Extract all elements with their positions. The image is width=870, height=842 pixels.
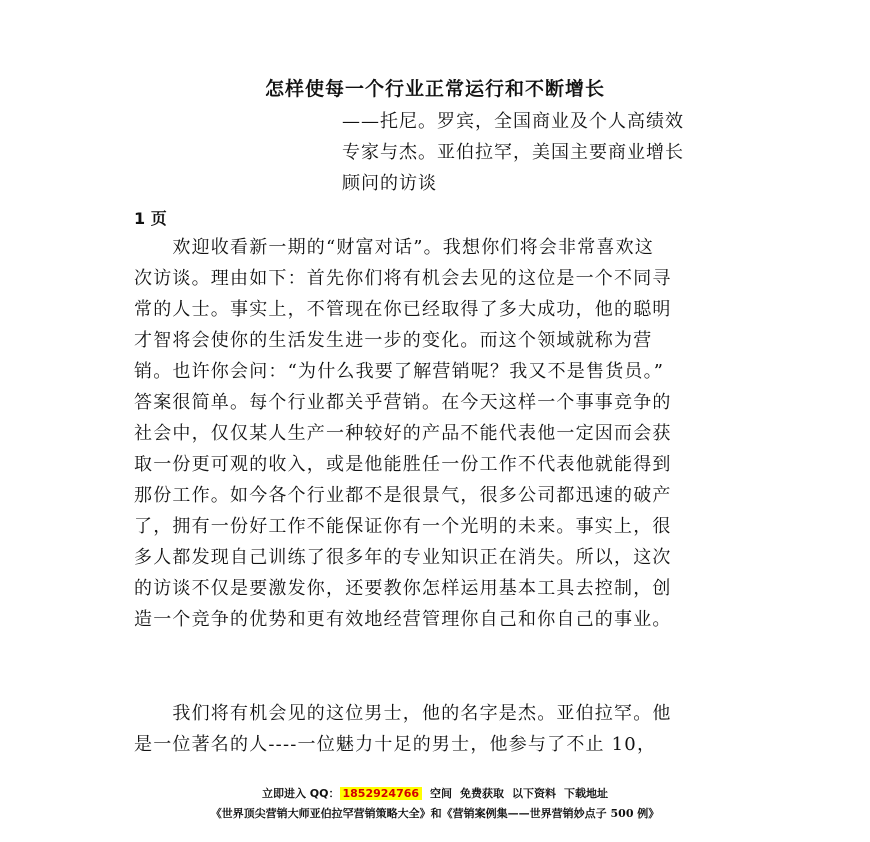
subtitle-line: 专家与杰。亚伯拉罕，美国主要商业增长	[342, 142, 684, 163]
page-number-label: 1 页	[134, 209, 167, 228]
footer-rest-label: 以下资料	[512, 787, 557, 800]
footer-books-line: 《世界顶尖营销大师亚伯拉罕营销策略大全》和《营销案例集——世界营销妙点子 500 例》	[210, 807, 660, 820]
paragraph-line: 多人都发现自己训练了很多年的专业知识正在消失。所以，这次	[134, 547, 672, 568]
paragraph-line: 是一位著名的人----一位魅力十足的男士，他参与了不止 10，	[134, 734, 657, 755]
footer-qq-line	[0, 784, 870, 804]
paragraph-line: 才智将会使你的生活发生进一步的变化。而这个领域就称为营	[134, 330, 653, 351]
paragraph-line: 我们将有机会见的这位男士，他的名字是杰。亚伯拉罕。他	[134, 703, 672, 724]
document-title: 怎样使每一个行业正常运行和不断增长	[264, 78, 605, 100]
paragraph-line: 常的人士。事实上，不管现在你已经取得了多大成功，他的聪明	[134, 299, 672, 320]
paragraph-line: 次访谈。理由如下：首先你们将有机会去见的这位是一个不同寻	[134, 268, 672, 289]
footer-free-label: 免费获取	[460, 787, 505, 800]
footer-space-label: 空间	[430, 787, 453, 800]
paragraph-line: 造一个竞争的优势和更有效地经营管理你自己和你自己的事业。	[134, 609, 672, 630]
body-paragraph	[134, 698, 754, 760]
footer-prefix: 立即进入 QQ：	[261, 787, 340, 800]
paragraph-line: 答案很简单。每个行业都关乎营销。在今天这样一个事事竞争的	[134, 392, 672, 413]
subtitle-block	[342, 106, 752, 199]
subtitle-line: 顾问的访谈	[342, 173, 437, 194]
paragraph-line: 欢迎收看新一期的“财富对话”。我想你们将会非常喜欢这	[134, 237, 655, 258]
qq-number[interactable]: 1852924766	[340, 787, 423, 800]
subtitle-line: ——托尼。罗宾，全国商业及个人高绩效	[342, 111, 684, 132]
paragraph-line: 销。也许你会问：“为什么我要了解营销呢？我又不是售货员。”	[134, 361, 665, 382]
paragraph-line: 的访谈不仅是要激发你，还要教你怎样运用基本工具去控制，创	[134, 578, 672, 599]
paragraph-line: 了，拥有一份好工作不能保证你有一个光明的未来。事实上，很	[134, 516, 672, 537]
paragraph-line: 社会中，仅仅某人生产一种较好的产品不能代表他一定因而会获	[134, 423, 672, 444]
paragraph-line: 取一份更可观的收入，或是他能胜任一份工作不代表他就能得到	[134, 454, 672, 475]
promo-footer	[0, 784, 870, 824]
footer-download-label[interactable]: 下载地址	[564, 787, 609, 800]
body-paragraph	[134, 232, 754, 635]
paragraph-line: 那份工作。如今各个行业都不是很景气，很多公司都迅速的破产	[134, 485, 672, 506]
